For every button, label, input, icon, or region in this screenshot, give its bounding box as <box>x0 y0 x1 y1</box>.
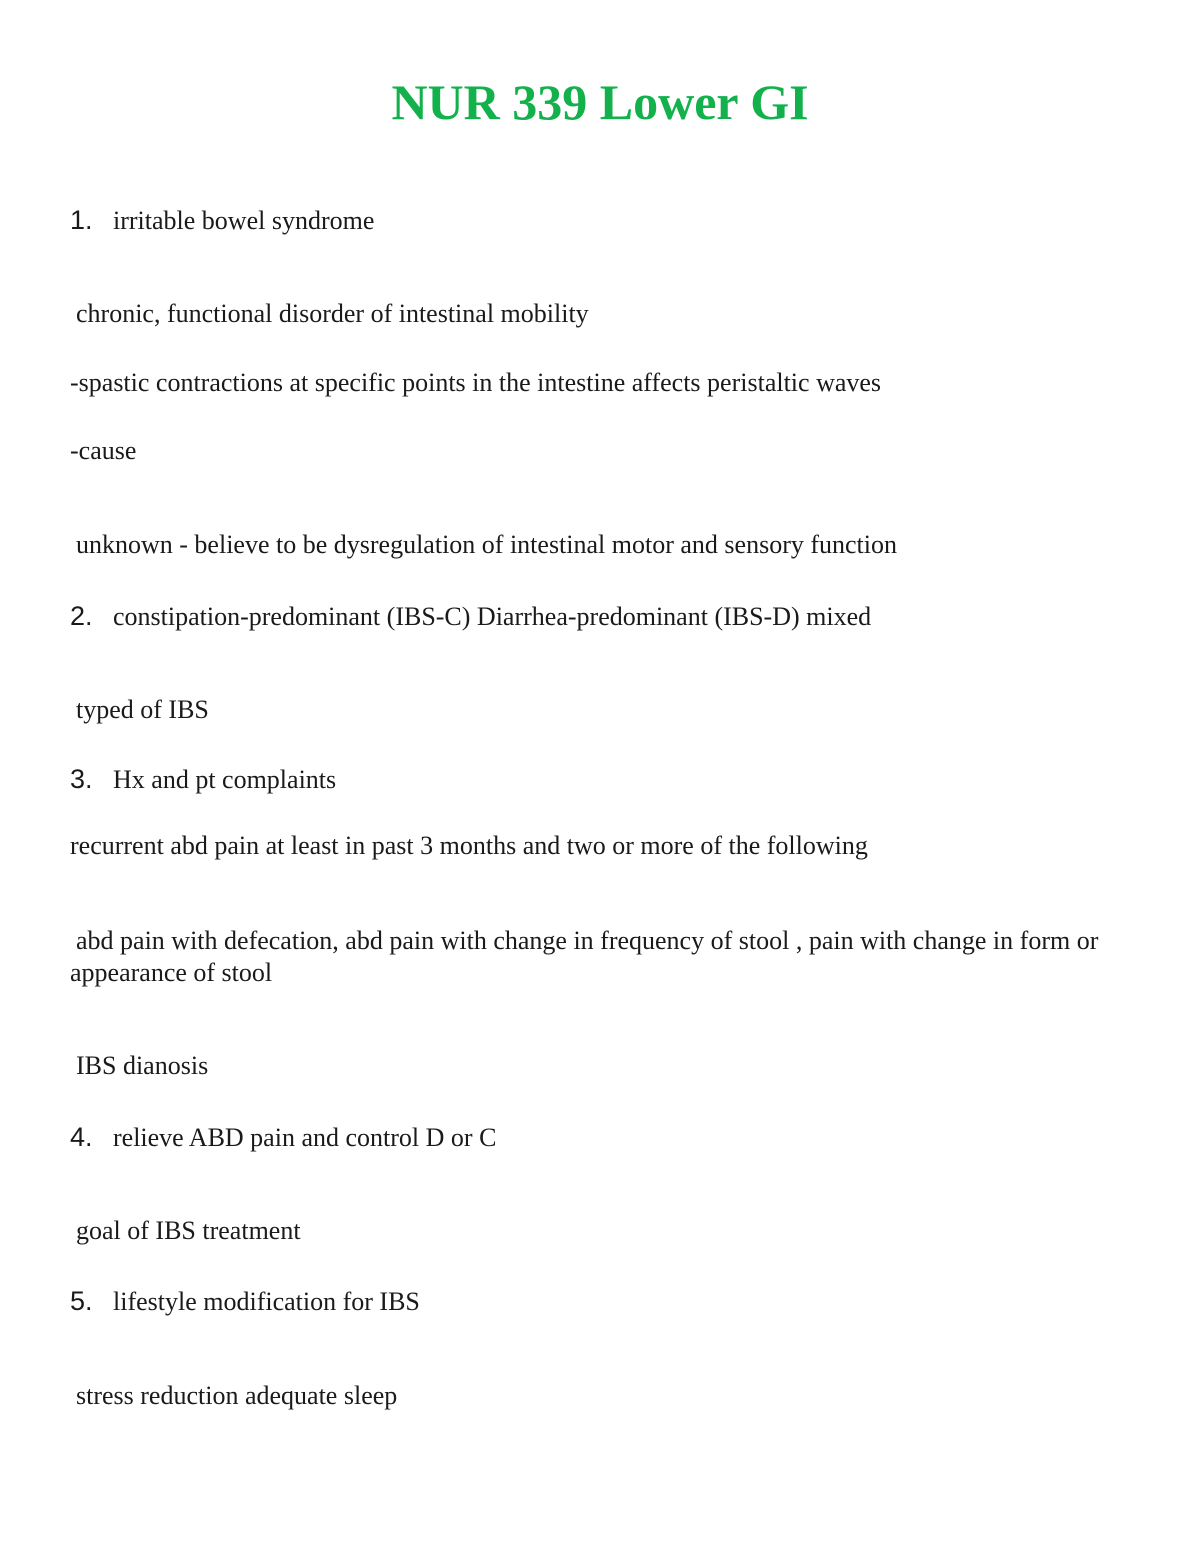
page-title: NUR 339 Lower GI <box>391 74 809 130</box>
answer-line: chronic, functional disorder of intestinal mobility <box>76 299 589 328</box>
answer-line: IBS dianosis <box>76 1051 209 1080</box>
question-5 <box>70 1285 420 1318</box>
question-3 <box>70 763 336 796</box>
question-term: relieve ABD pain and control D or C <box>113 1123 497 1152</box>
answer-line: abd pain with defecation, abd pain with change in frequency of stool , pain with change in form or appearance of stool <box>70 926 1099 987</box>
question-number: 3. <box>70 764 93 794</box>
question-number: 1. <box>70 205 93 235</box>
question-term: Hx and pt complaints <box>113 765 337 794</box>
question-term: irritable bowel syndrome <box>113 206 375 235</box>
answer-line: -spastic contractions at specific points in the intestine affects peristaltic waves <box>70 368 882 397</box>
question-number: 4. <box>70 1122 93 1152</box>
answer-line: recurrent abd pain at least in past 3 months and two or more of the following <box>70 831 868 860</box>
question-2 <box>70 600 871 633</box>
question-term: constipation-predominant (IBS-C) Diarrhea-predominant (IBS-D) mixed <box>113 602 872 631</box>
answer-line: typed of IBS <box>76 695 209 724</box>
question-term: lifestyle modification for IBS <box>113 1287 420 1316</box>
answer-line: unknown - believe to be dysregulation of intestinal motor and sensory function <box>76 530 897 559</box>
answer-line: goal of IBS treatment <box>76 1216 301 1245</box>
question-1 <box>70 204 374 237</box>
question-number: 2. <box>70 601 93 631</box>
answer-line: -cause <box>70 436 137 465</box>
question-4 <box>70 1121 496 1154</box>
question-number: 5. <box>70 1286 93 1316</box>
answer-line: stress reduction adequate sleep <box>76 1381 398 1410</box>
